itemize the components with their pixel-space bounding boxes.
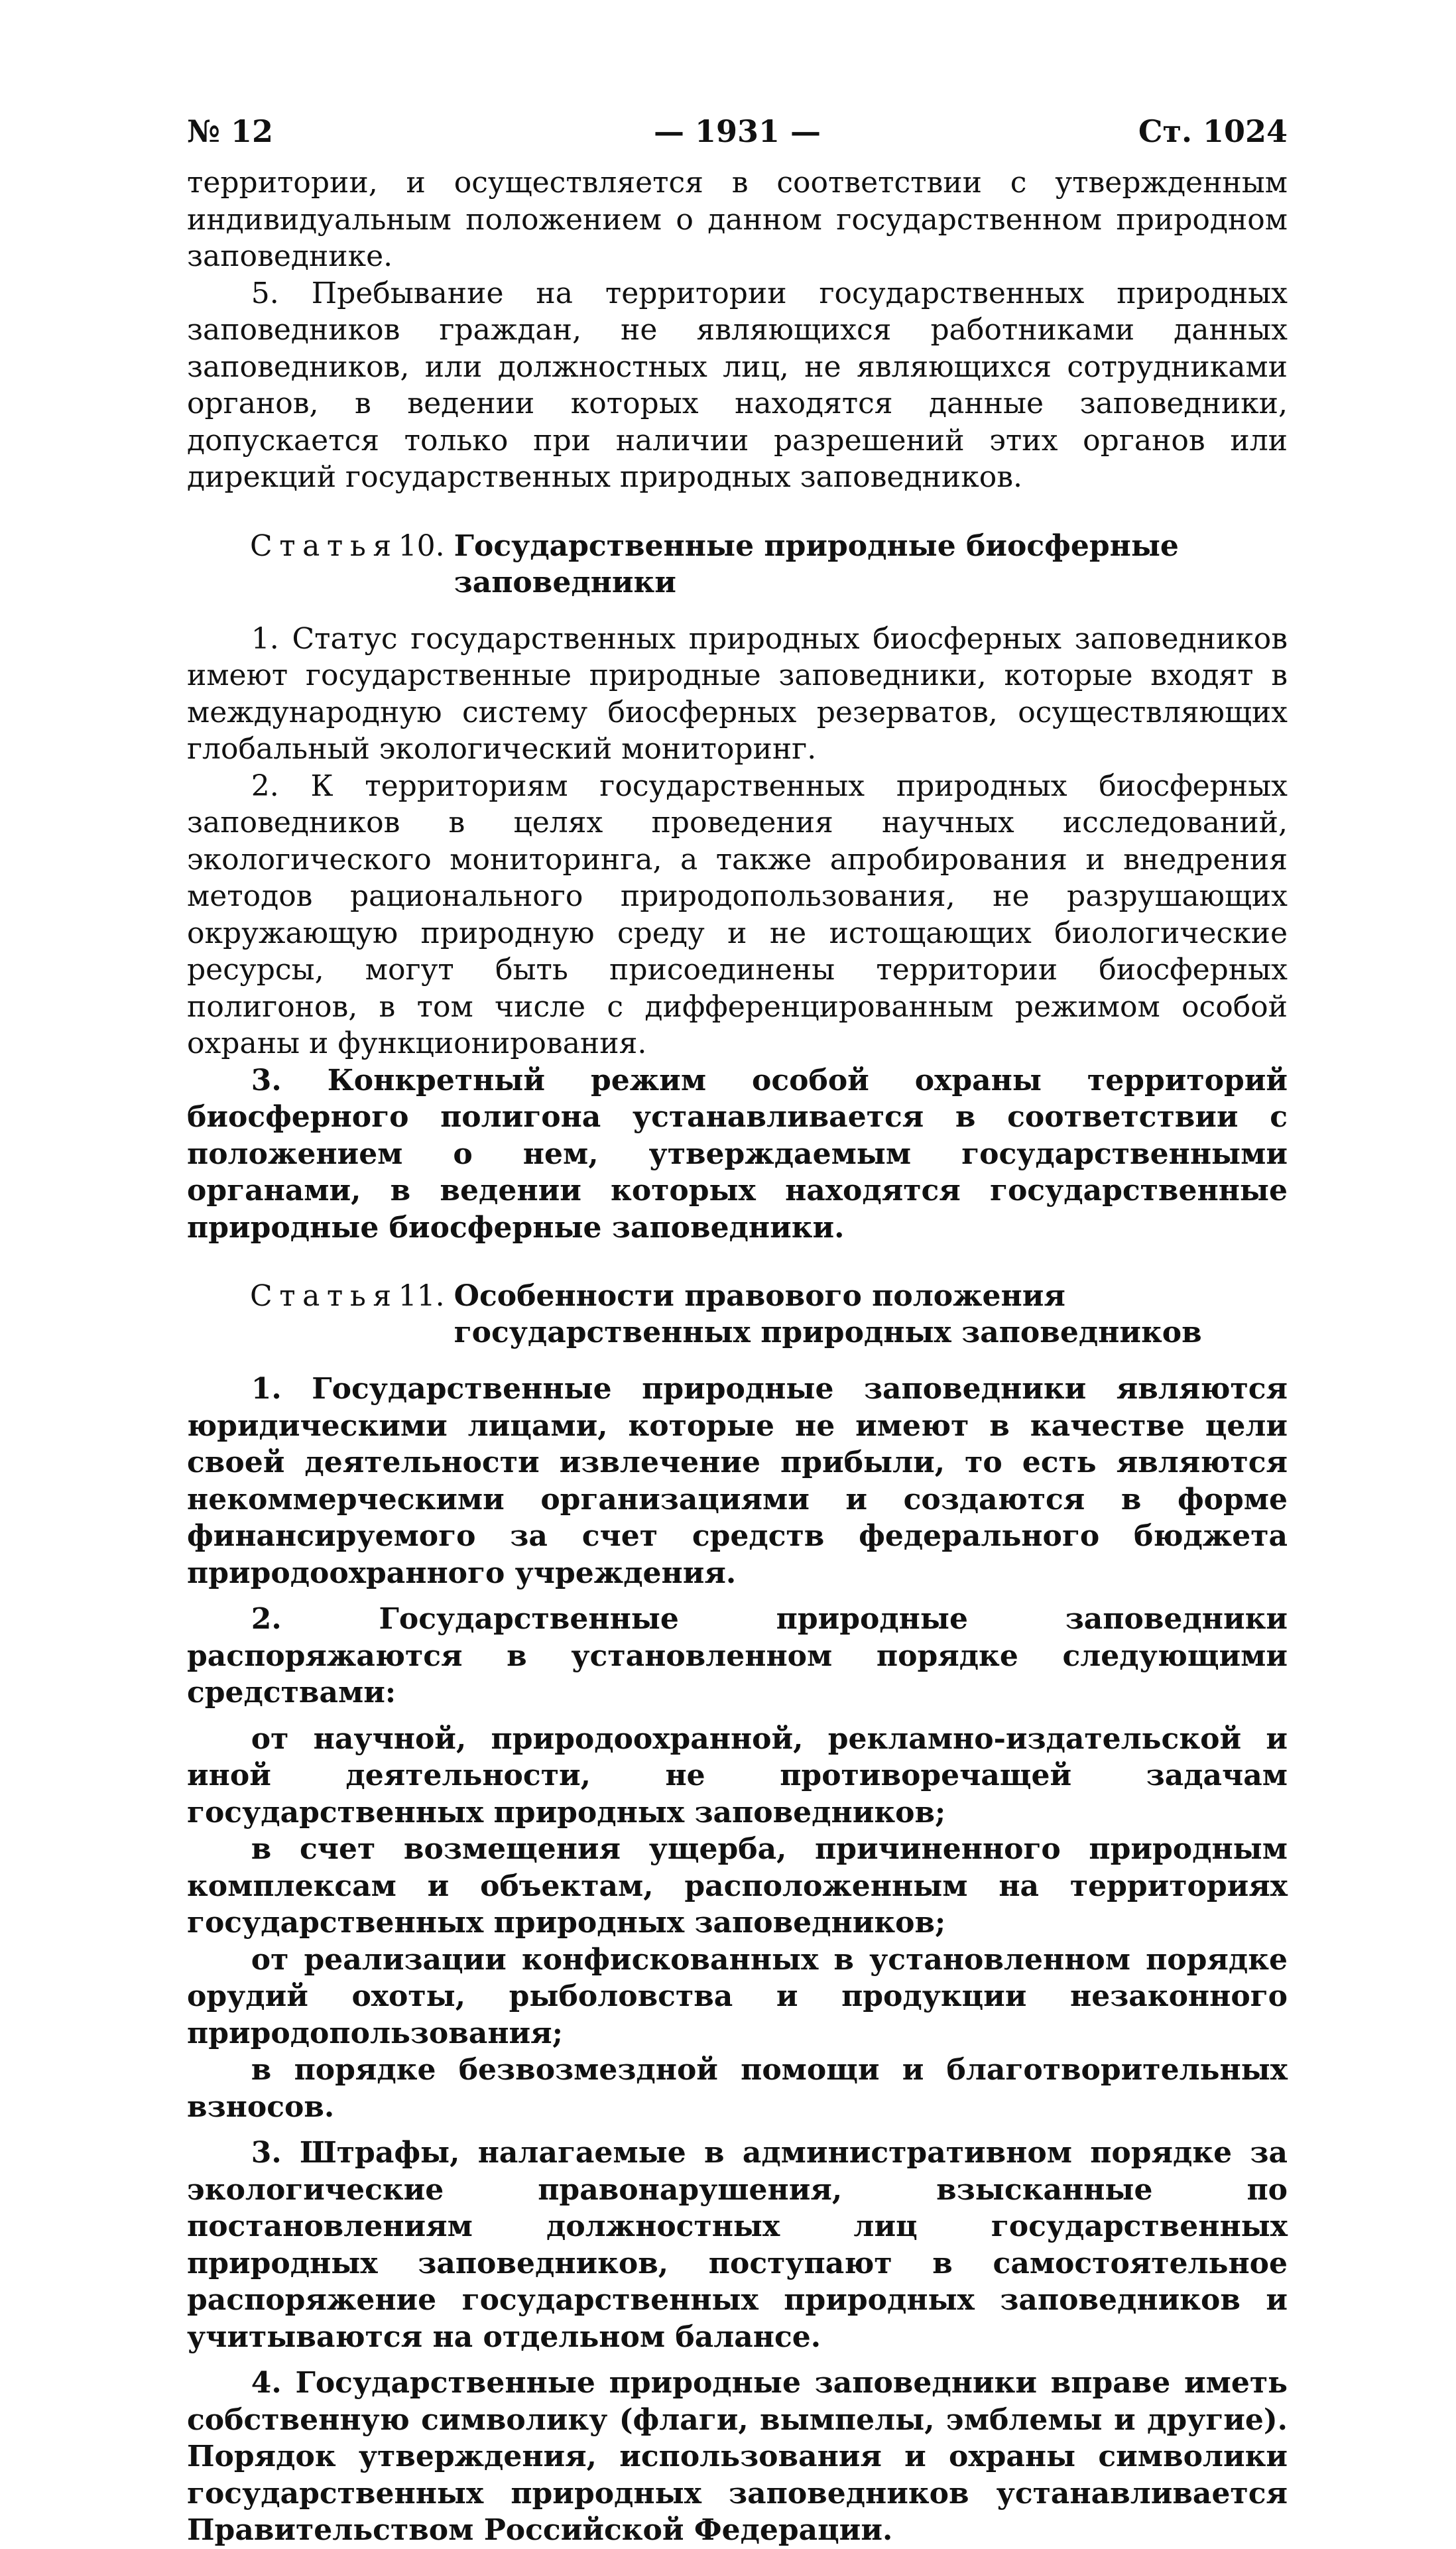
article11-body: [187, 1371, 1288, 2549]
issue-number: № 12: [187, 113, 274, 149]
article11-title: Особенности правового положения государственных природных заповедников: [454, 1279, 1202, 1349]
article9-item5: 5. Пребывание на территории государственных природных заповедников граждан, не являющихся работниками данных заповедников, или должностных лиц, не являющихся сотрудниками органов, в ведении которых находятся данные заповедники, допускается только при наличии разрешений этих органов или дирекций государственных природных заповедников.: [187, 276, 1288, 494]
article10-heading: [187, 528, 1288, 601]
article11-item2-source: от научной, природоохранной, рекламно-издательской и иной деятельности, не противоречащей задачам государственных природных заповедников;: [187, 1721, 1288, 1830]
document-body: [187, 164, 1288, 2549]
page-header: [187, 111, 1288, 151]
article11-item2-intro: 2. Государственные природные заповедники распоряжаются в установленном порядке следующими средствами:: [187, 1602, 1288, 1710]
article11-item4: 4. Государственные природные заповедники вправе иметь собственную символику (флаги, вымпелы, эмблемы и другие). Порядок утверждения, использования и охраны символики государственных природных заповедников устанавливается Правительством Российской Федерации.: [187, 2366, 1288, 2547]
article10-number: 10.: [398, 528, 445, 563]
page-number: — 1931 —: [653, 113, 821, 149]
article11-heading: [187, 1278, 1288, 1351]
article10-title: Государственные природные биосферные заповедники: [454, 528, 1179, 599]
article11-number: 11.: [398, 1279, 445, 1313]
article10-item1: 1. Статус государственных природных биосферных заповедников имеют государственные природные заповедники, которые входят в международную систему биосферных резерватов, осуществляющих глобальный экологический мониторинг.: [187, 621, 1288, 766]
document-page: [187, 111, 1288, 2549]
article11-item3: 3. Штрафы, налагаемые в административном порядке за экологические правонарушения, взысканные по постановлениям должностных лиц государственных природных заповедников, поступают в самостоятельное распоряжение государственных природных заповедников и учитываются на отдельном балансе.: [187, 2136, 1288, 2354]
article11-item1: 1. Государственные природные заповедники являются юридическими лицами, которые не имеют в качестве цели своей деятельности извлечение прибыли, то есть являются некоммерческими организациями и создаются в форме финансируемого за счет средств федерального бюджета природоохранного учреждения.: [187, 1372, 1288, 1590]
article11-item2-source: от реализации конфискованных в установленном порядке орудий охоты, рыболовства и продукции незаконного природопользования;: [187, 1942, 1288, 2050]
article-reference: Ст. 1024: [1138, 113, 1288, 149]
article11-item2-source: в счет возмещения ущерба, причиненного природным комплексам и объектам, расположенным на территориях государственных природных заповедников;: [187, 1832, 1288, 1940]
continued-paragraph: территории, и осуществляется в соответствии с утвержденным индивидуальным положением о данном государственном природном заповеднике.: [187, 166, 1288, 273]
article10-item3: 3. Конкретный режим особой охраны территорий биосферного полигона устанавливается в соответствии с положением о нем, утверждаемым государственными органами, в ведении которых находятся государственные природные биосферные заповедники.: [187, 1063, 1288, 1245]
article11-label: Статья: [250, 1279, 398, 1313]
article10-item2: 2. К территориям государственных природных биосферных заповедников в целях проведения научных исследований, экологического мониторинга, а также апробирования и внедрения методов рационального природопользования, не разрушающих окружающую природную среду и не истощающих биологические ресурсы, могут быть присоединены территории биосферных полигонов, в том числе с дифференцированным режимом особой охраны и функционирования.: [187, 769, 1288, 1060]
article10-label: Статья: [250, 528, 398, 563]
article11-item2-source: в порядке безвозмездной помощи и благотворительных взносов.: [187, 2053, 1288, 2124]
